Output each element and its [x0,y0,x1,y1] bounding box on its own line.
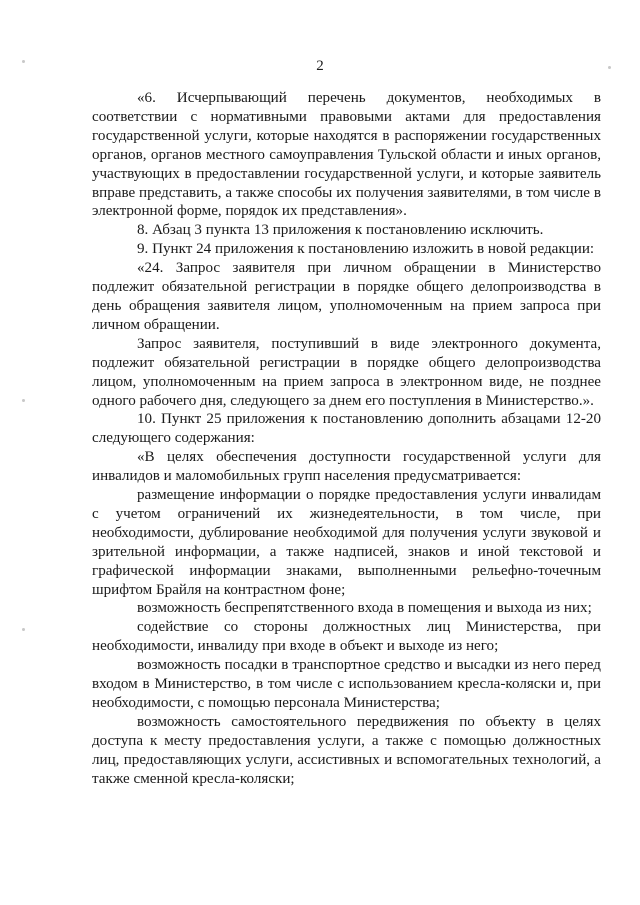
paragraph: «В целях обеспечения доступности государственной услуги для инвалидов и маломобильных групп населения предусматривается: [92,449,601,485]
paragraph: 9. Пункт 24 приложения к постановлению изложить в новой редакции: [137,241,595,258]
paragraph: «6. Исчерпывающий перечень документов, необходимых в соответствии с нормативными правовыми актами для предоставления государственной услуги, которые находятся в распоряжении государственных органов, органов местного самоуправления Тульской области и иных органов, участвующих в предоставлении государственной услуги, и которые заявитель вправе представить, а также способы их получения заявителями, в том числе в электронной форме, порядок их представления». [92,90,601,220]
paragraph: 8. Абзац 3 пункта 13 приложения к постановлению исключить. [137,222,544,239]
scan-mark [22,399,25,402]
paragraph: «24. Запрос заявителя при личном обращении в Министерство подлежит обязательной регистрации в порядке общего делопроизводства в день обращения заявителя лицом, уполномоченным на прием запроса при личном обращении. [92,260,601,333]
paragraph: размещение информации о порядке предоставления услуги инвалидам с учетом ограничений их жизнедеятельности, в том числе, при необходимости, дублирование необходимой для получения услуги звуковой и зрительной информации, а также надписей, знаков и иной текстовой и графической информации знаками, выполненными рельефно-точечным шрифтом Брайля на контрастном фоне; [92,487,601,598]
paragraph: 10. Пункт 25 приложения к постановлению дополнить абзацами 12-20 следующего содержания: [92,411,601,447]
paragraph: возможность беспрепятственного входа в помещения и выхода из них; [137,600,592,617]
scan-mark [22,628,25,631]
paragraph: возможность самостоятельного передвижения по объекту в целях доступа к месту предоставления услуги, а также с помощью должностных лиц, предоставляющих услуги, ассистивных и вспомогательных технологий, а также сменной кресла-коляски; [92,713,601,787]
scan-mark [608,66,611,69]
paragraph: содействие со стороны должностных лиц Министерства, при необходимости, инвалиду при входе в объект и выходе из него; [92,619,601,655]
paragraph: возможность посадки в транспортное средство и высадки из него перед входом в Министерство, в том числе с использованием кресла-коляски и, при необходимости, с помощью персонала Министерства; [92,657,601,711]
document-body [92,89,601,789]
scan-mark [22,60,25,63]
paragraph: Запрос заявителя, поступивший в виде электронного документа, подлежит обязательной регистрации в порядке общего делопроизводства лицом, уполномоченным на прием запроса в электронном виде, не позднее одного рабочего дня, следующего за днем его поступления в Министерство.». [92,335,601,409]
page-number: 2 [316,58,324,74]
